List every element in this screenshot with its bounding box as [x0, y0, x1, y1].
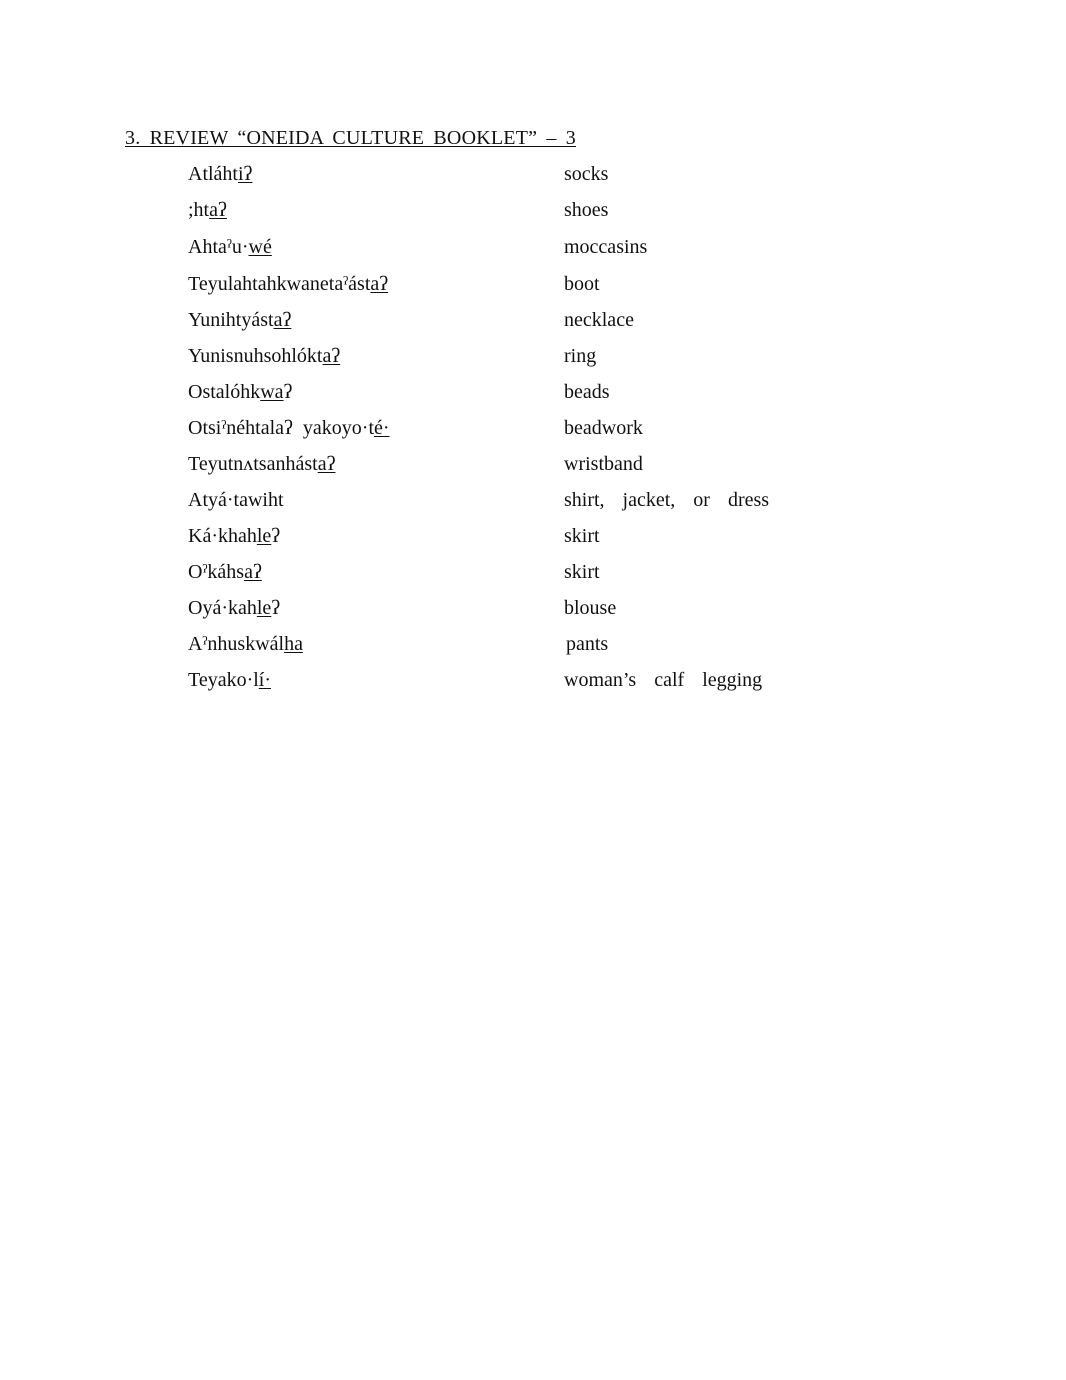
oneida-term: Ostalóhkwaʔ: [188, 381, 293, 403]
vocab-row: [188, 233, 828, 270]
english-translation: wristband: [564, 453, 643, 475]
english-translation: ring: [564, 345, 597, 367]
english-translation: socks: [564, 163, 609, 185]
oneida-term: Aˀnhuskwálha: [188, 633, 303, 655]
oneida-term: Ahtaˀu·wé: [188, 236, 272, 258]
section-heading: 3. REVIEW “ONEIDA CULTURE BOOKLET” – 3: [125, 127, 576, 149]
vocab-row: [188, 378, 828, 414]
vocab-row: [188, 666, 828, 702]
english-translation: beadwork: [564, 417, 643, 439]
vocab-row: [188, 196, 828, 233]
vocab-row: [188, 270, 828, 306]
vocab-row: [188, 558, 828, 594]
english-translation: necklace: [564, 309, 634, 331]
english-translation: moccasins: [564, 236, 648, 258]
english-translation: shirt, jacket, or dress: [564, 489, 770, 511]
english-translation: skirt: [564, 561, 600, 583]
oneida-term: Oyá·kahleʔ: [188, 597, 281, 619]
oneida-term: Otsiˀnéhtalaʔ yakoyo·té·: [188, 417, 390, 439]
vocab-row: [188, 630, 828, 666]
english-translation: pants: [566, 633, 609, 655]
oneida-term: Oˀkáhsaʔ: [188, 561, 262, 583]
vocab-row: [188, 414, 828, 450]
english-translation: boot: [564, 273, 600, 295]
vocab-row: [188, 342, 828, 378]
oneida-term: ;htaʔ: [188, 199, 227, 221]
vocab-row: [188, 450, 828, 486]
oneida-term: Teyutnʌtsanhástaʔ: [188, 453, 336, 475]
oneida-term: Yunihtyástaʔ: [188, 309, 292, 331]
oneida-term: Atláhtiʔ: [188, 163, 253, 185]
oneida-term: Ká·khahleʔ: [188, 525, 281, 547]
oneida-term: Atyá·tawiht: [188, 489, 284, 511]
english-translation: skirt: [564, 525, 600, 547]
english-translation: beads: [564, 381, 610, 403]
vocabulary-list: [188, 160, 828, 702]
vocab-row: [188, 306, 828, 342]
oneida-term: Teyulahtahkwanetaˀástaʔ: [188, 273, 389, 295]
oneida-term: Teyako·lí·: [188, 669, 272, 691]
english-translation: blouse: [564, 597, 617, 619]
english-translation: woman’s calf legging: [564, 669, 763, 691]
vocab-row: [188, 594, 828, 630]
vocab-row: [188, 160, 828, 196]
vocab-row: [188, 486, 828, 522]
oneida-term: Yunisnuhsohlóktaʔ: [188, 345, 341, 367]
english-translation: shoes: [564, 199, 609, 221]
vocab-row: [188, 522, 828, 558]
